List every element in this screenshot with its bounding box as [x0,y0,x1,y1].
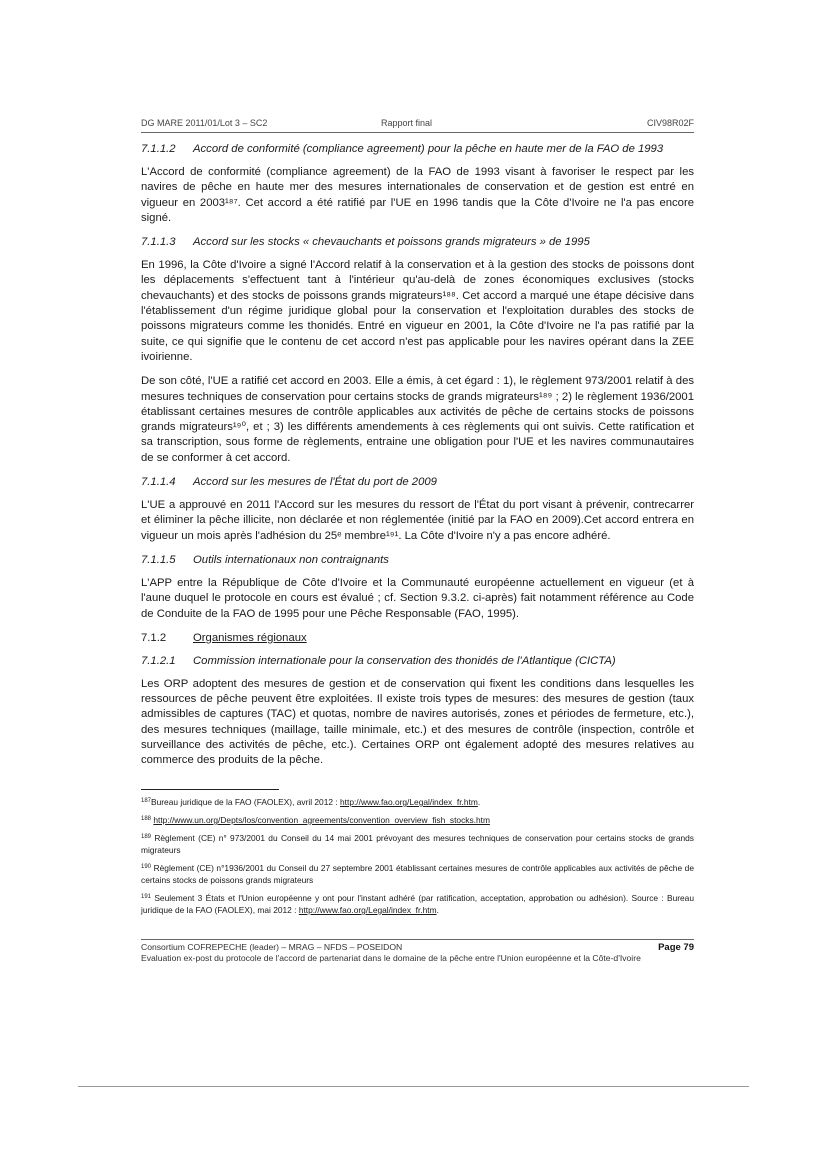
section-number: 7.1.2 [141,631,167,644]
body-paragraph: L'UE a approuvé en 2011 l'Accord sur les mesures du ressort de l'État du port visant à prévenir, contrecarrer et éliminer la pêche illicite, non déclarée et non réglementée (initié par la FAO en 2009).Cet accord entrera en vigueur un mois après l'adhésion du 25ᵉ membre¹⁹¹. La Côte d'Ivoire n'y a pas encore adhéré. [141,499,694,542]
section-title: Accord de conformité (compliance agreement) pour la pêche en haute mer de la FAO de 1993 [193,143,664,155]
footer-consortium: Consortium COFREPECHE (leader) – MRAG – NFDS – POSEIDON [141,942,403,952]
header-code: CIV98R02F [646,118,694,128]
page-header [141,118,694,133]
section-number: 7.1.2.1 [141,654,176,667]
footnote-text: Règlement (CE) n°1936/2001 du Conseil du 27 septembre 2001 établissant certaines mesures de contrôle applicables aux activités de pêche de certains stocks de poissons grands migrateurs [141,863,694,885]
body-paragraph: En 1996, la Côte d'Ivoire a signé l'Accord relatif à la conservation et à la gestion des stocks de poissons dont les déplacements s'effectuent tant à l'intérieur qu'au-delà de zones économiques exclusives (stocks chevauchants) et des stocks de poissons grands migrateurs¹⁸⁸. Cet accord a marqué une étape décisive dans l'établissement d'un régime juridique global pour la conservation et l'exploitation durables des stocks de poissons migrateurs comme les thonidés. Entré en vigueur en 2001, la Côte d'Ivoire ne l'a pas ratifié par la suite, ce qui signifie que le contenu de cet accord n'est pas applicable pour les navires opérant dans la ZEE ivoirienne. [141,259,694,363]
footnote-punctuation: . [436,905,439,915]
section-heading [141,553,694,568]
footnote-separator [141,789,279,790]
footnote-punctuation: . [477,797,481,807]
footnote-number: 187 [141,798,152,804]
footnote-text: Bureau juridique de la FAO (FAOLEX), avril 2012 : [151,797,341,807]
section-heading [141,235,694,250]
body-paragraph: Les ORP adoptent des mesures de gestion et de conservation qui fixent les conditions dans lesquelles les ressources de pêche peuvent être exploitées. Il existe trois types de mesures: des mesures de gestion (taux admissibles de captures (TAC) et quotas, nombre de navires autorisés, zones et périodes de fermeture, etc.), des mesures techniques (maillage, taille minimale, etc.) et des mesures de contrôle (inspection, contrôle et surveillance des activités de pêche, etc.). Certaines ORP ont également adopté des mesures relatives au commerce des produits de la pêche. [141,677,694,767]
footnotes [141,796,694,922]
section-number: 7.1.1.2 [141,143,176,155]
section-heading [141,654,694,669]
page-footer [141,939,694,964]
page-bottom-rule [78,1086,749,1087]
footnote-link[interactable]: http://www.un.org/Depts/los/convention_agreements/convention_overview_fish_stocks.htm [153,815,490,825]
footnote [141,796,694,808]
footnote-number: 191 [141,894,152,900]
footnote-text: Règlement (CE) n° 973/2001 du Conseil du 14 mai 2001 prévoyant des mesures techniques de conservation pour certains stocks de grands migrateurs [141,833,694,855]
section-title: Commission internationale pour la conservation des thonidés de l'Atlantique (CICTA) [193,654,616,667]
footnote-text: Seulement 3 États et l'Union européenne y ont pour l'instant adhéré (par ratification, acceptation, approbation ou adhésion). Source : Bureau juridique de la FAO (FAOLEX), mai 2012 : [141,893,694,915]
footnote-number: 189 [141,834,152,840]
footnote [141,832,694,856]
section-title: Organismes régionaux [193,631,307,644]
header-title: Rapport final [381,118,433,128]
section-number: 7.1.1.3 [141,236,176,249]
section-title: Accord sur les mesures de l'État du port de 2009 [193,476,437,489]
footnote-number: 188 [141,816,152,822]
body-paragraph: L'Accord de conformité (compliance agreement) de la FAO de 1993 visant à favoriser le respect par les navires de pêche en haute mer des mesures internationales de conservation et de gestion est entré en vigueur en 2003¹⁸⁷. Cet accord a été ratifié par l'UE en 1996 tandis que la Côte d'Ivoire ne l'a pas encore signé. [141,166,694,224]
body-paragraph: De son côté, l'UE a ratifié cet accord en 2003. Elle a émis, à cet égard : 1), le règlement 973/2001 relatif à des mesures techniques de conservation pour certains stocks de grands migrateurs¹⁸⁹ ; 2) le règlement 1936/2001 établissant certaines mesures de contrôle applicables aux activités de pêche de certains stocks de poissons grands migrateurs¹⁹⁰, et ; 3) les différents amendements à ces règlements qui ont suivis. Cette ratification et sa transcription, sous forme de règlements, entraine une obligation pour l'UE et les navires communautaires de se conformer à cet accord. [141,375,694,464]
footer-description: Evaluation ex-post du protocole de l'accord de partenariat dans le domaine de la pêche entre l'Union européenne et la Côte-d'Ivoire [141,953,641,963]
document-body [141,142,694,778]
section-title: Accord sur les stocks « chevauchants et poissons grands migrateurs » de 1995 [193,236,590,249]
section-number: 7.1.1.5 [141,553,176,566]
footnote-number: 190 [141,864,152,870]
section-number: 7.1.1.4 [141,476,176,489]
body-paragraph: L'APP entre la République de Côte d'Ivoire et la Communauté européenne actuellement en vigueur (et à l'aune duquel le protocole en cours est évalué ; cf. Section 9.3.2. ci-après) fait notamment référence au Code de Conduite de la FAO de 1995 pour une Pêche Responsable (FAO, 1995). [141,576,694,620]
footnote [141,814,694,826]
footnote [141,862,694,886]
page-number: Page 79 [658,942,694,953]
section-title: Outils internationaux non contraignants [193,553,389,566]
header-reference: DG MARE 2011/01/Lot 3 – SC2 [141,118,268,128]
section-heading [141,475,694,490]
footnote-link[interactable]: http://www.fao.org/Legal/index_fr.htm [298,905,437,915]
footnote-link[interactable]: http://www.fao.org/Legal/index_fr.htm [340,797,478,807]
section-heading [141,142,694,157]
section-heading [141,631,694,646]
footnote [141,892,694,916]
